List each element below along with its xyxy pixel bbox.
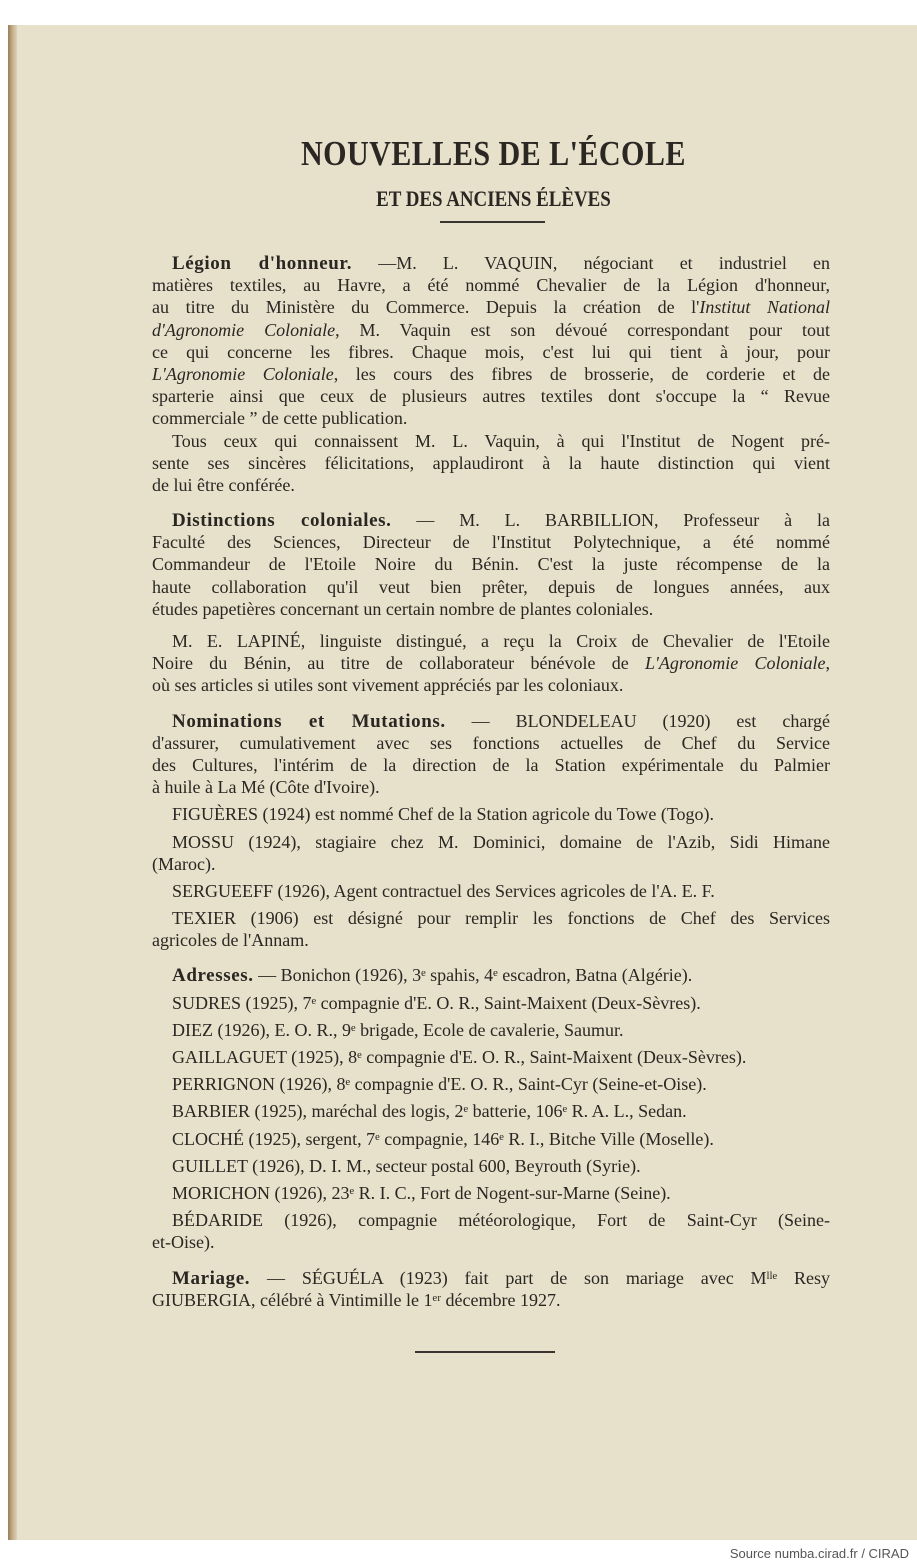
text-line — [152, 1073, 830, 1095]
text-run: PERRIGNON (1926), 8ᵉ compagnie d'E. O. R., Saint-Cyr (Seine-et-Oise). — [172, 1074, 707, 1095]
text-run: de lui être conférée. — [152, 474, 295, 495]
text-line — [152, 1231, 830, 1253]
news-section — [152, 710, 830, 952]
page-subtitle: ET DES ANCIENS ÉLÈVES — [376, 186, 611, 211]
page-title: NOUVELLES DE L'ÉCOLE — [300, 134, 686, 173]
text-run: BÉDARIDE (1926), compagnie météorologique, Fort de Saint-Cyr (Seine- — [172, 1210, 830, 1231]
text-line — [152, 929, 830, 951]
text-run: SUDRES (1925), 7ᵉ compagnie d'E. O. R., Saint-Maixent (Deux-Sèvres). — [172, 992, 701, 1013]
paragraph — [152, 1155, 830, 1177]
text-line — [152, 907, 830, 929]
text-line — [152, 385, 830, 407]
text-run: agricoles de l'Annam. — [152, 930, 309, 951]
text-line — [152, 553, 830, 575]
text-run: BARBIER (1925), maréchal des logis, 2ᵉ batterie, 106ᵉ R. A. L., Sedan. — [172, 1101, 687, 1122]
section-heading: Adresses. — [172, 965, 254, 987]
text-run: , M. Vaquin est son dévoué correspondant pour tout — [335, 319, 830, 340]
text-run: et-Oise). — [152, 1232, 215, 1253]
text-line — [152, 1046, 830, 1068]
text-line — [152, 363, 830, 385]
italic-title: L'Agronomie Coloniale — [645, 653, 826, 674]
text-run: sparterie ainsi que ceux de plusieurs autres textiles dont s'occupe la “ Revue — [152, 386, 830, 407]
text-run: matières textiles, au Havre, a été nommé Chevalier de la Légion d'honneur, — [152, 275, 830, 296]
text-line — [152, 341, 830, 363]
text-line — [152, 252, 830, 274]
section-heading: Mariage. — [172, 1267, 251, 1289]
text-run: MOSSU (1924), stagiaire chez M. Dominici, domaine de l'Azib, Sidi Himane — [172, 831, 830, 852]
text-line — [152, 754, 830, 776]
text-run: sente ses sincères félicitations, applaudiront à la haute distinction qui vient — [152, 452, 830, 473]
news-section — [152, 509, 830, 697]
text-run: (Maroc). — [152, 853, 216, 874]
title-divider — [440, 221, 545, 223]
text-line — [152, 598, 830, 620]
text-run: commerciale ” de cette publication. — [152, 408, 408, 429]
text-line — [152, 1155, 830, 1177]
text-run: SERGUEEFF (1926), Agent contractuel des Services agricoles de l'A. E. F. — [172, 880, 715, 901]
article-body — [152, 252, 830, 1324]
news-section — [152, 252, 830, 496]
text-line — [152, 1100, 830, 1122]
news-section — [152, 964, 830, 1253]
text-run: des Cultures, l'intérim de la direction de la Station expérimentale du Palmier — [152, 754, 830, 775]
text-run: GIUBERGIA, célébré à Vintimille le 1ᵉʳ décembre 1927. — [152, 1289, 561, 1310]
paragraph — [152, 1182, 830, 1204]
italic-title: L'Agronomie Coloniale — [152, 363, 334, 384]
news-section — [152, 1267, 830, 1311]
paragraph — [152, 1046, 830, 1068]
text-run: — SÉGUÉLA (1923) fait part de son mariage avec Mˡˡᵉ Resy — [250, 1267, 830, 1288]
text-line — [152, 430, 830, 452]
italic-title: Institut National — [699, 297, 830, 318]
section-heading: Légion d'honneur. — [172, 253, 353, 274]
paragraph — [152, 252, 830, 430]
text-run: GAILLAGUET (1925), 8ᵉ compagnie d'E. O. R., Saint-Maixent (Deux-Sèvres). — [172, 1047, 747, 1067]
text-run: FIGUÈRES (1924) est nommé Chef de la Station agricole du Towe (Togo). — [172, 804, 715, 825]
page-binding-edge — [8, 25, 17, 1540]
paragraph — [152, 1209, 830, 1253]
text-line — [152, 1128, 830, 1150]
paragraph — [152, 992, 830, 1014]
text-run: Noire du Bénin, au titre de collaborateur bénévole de — [152, 653, 646, 674]
paragraph — [152, 1019, 830, 1041]
text-line — [152, 319, 830, 341]
text-run: ce qui concerne les fibres. Chaque mois, c'est lui qui tient à jour, pour — [152, 341, 830, 362]
paragraph — [152, 509, 830, 620]
text-line — [152, 732, 830, 754]
text-line — [152, 776, 830, 798]
text-run: Faculté des Sciences, Directeur de l'Institut Polytechnique, a été nommé — [152, 532, 830, 553]
text-run: , les cours des fibres de brosserie, de corderie et de — [333, 363, 830, 384]
text-run: GUILLET (1926), D. I. M., secteur postal 600, Beyrouth (Syrie). — [172, 1155, 641, 1176]
text-run: CLOCHÉ (1925), sergent, 7ᵉ compagnie, 146ᵉ R. I., Bitche Ville (Moselle). — [172, 1128, 714, 1149]
text-line — [152, 531, 830, 553]
paragraph — [152, 1100, 830, 1122]
paragraph — [152, 430, 830, 497]
text-line — [152, 630, 830, 652]
text-line — [152, 1209, 830, 1231]
source-credit: Source numba.cirad.fr / CIRAD — [729, 1546, 909, 1561]
section-heading: Distinctions coloniales. — [172, 510, 392, 532]
text-run: au titre du Ministère du Commerce. Depuis la création de l' — [152, 297, 700, 318]
section-heading: Nominations et Mutations. — [172, 710, 446, 732]
text-line — [152, 853, 830, 875]
text-line — [152, 964, 830, 986]
text-line — [152, 992, 830, 1014]
text-line — [152, 710, 830, 732]
paragraph — [152, 907, 830, 951]
text-run: M. E. LAPINÉ, linguiste distingué, a reçu la Croix de Chevalier de l'Etoile — [172, 631, 830, 651]
text-run: — BLONDELEAU (1920) est chargé — [445, 710, 830, 731]
text-run: d'assurer, cumulativement avec ses fonctions actuelles de Chef du Service — [152, 732, 830, 753]
text-run: — M. L. BARBILLION, Professeur à la — [391, 510, 830, 531]
text-run: études papetières concernant un certain nombre de plantes coloniales. — [152, 598, 654, 619]
text-run: Tous ceux qui connaissent M. L. Vaquin, à qui l'Institut de Nogent pré- — [172, 430, 830, 451]
text-line — [152, 1182, 830, 1204]
paragraph — [152, 880, 830, 902]
text-run: TEXIER (1906) est désigné pour remplir les fonctions de Chef des Services — [172, 908, 830, 929]
text-line — [152, 1289, 830, 1311]
text-run: à huile à La Mé (Côte d'Ivoire). — [152, 777, 380, 798]
text-run: —M. L. VAQUIN, négociant et industriel en — [352, 253, 830, 273]
paragraph — [152, 803, 830, 825]
italic-title: d'Agronomie Coloniale — [152, 319, 336, 340]
text-run: MORICHON (1926), 23ᵉ R. I. C., Fort de Nogent-sur-Marne (Seine). — [172, 1182, 671, 1203]
text-run: où ses articles si utiles sont vivement appréciés par les coloniaux. — [152, 675, 624, 696]
paragraph — [152, 1128, 830, 1150]
text-line — [152, 674, 830, 696]
paragraph — [152, 1073, 830, 1095]
text-line — [152, 474, 830, 496]
text-line — [152, 652, 830, 674]
text-line — [152, 452, 830, 474]
text-line — [152, 296, 830, 318]
text-line — [152, 880, 830, 902]
text-run: Commandeur de l'Etoile Noire du Bénin. C'est la juste récompense de la — [152, 554, 830, 575]
text-line — [152, 803, 830, 825]
paragraph — [152, 831, 830, 875]
text-run: — Bonichon (1926), 3ᵉ spahis, 4ᵉ escadron, Batna (Algérie). — [253, 965, 693, 986]
text-line — [152, 509, 830, 531]
text-line — [152, 1019, 830, 1041]
end-divider — [415, 1351, 555, 1353]
text-line — [152, 1267, 830, 1289]
paragraph — [152, 630, 830, 697]
paragraph — [152, 710, 830, 799]
text-line — [152, 407, 830, 429]
text-run: haute collaboration qu'il veut bien prêter, depuis de longues années, aux — [152, 576, 830, 597]
text-line — [152, 274, 830, 296]
text-run: DIEZ (1926), E. O. R., 9ᵉ brigade, Ecole de cavalerie, Saumur. — [172, 1019, 624, 1040]
text-line — [152, 831, 830, 853]
text-line — [152, 576, 830, 598]
paragraph — [152, 1267, 830, 1311]
paragraph — [152, 964, 830, 986]
text-run: , — [825, 653, 830, 674]
